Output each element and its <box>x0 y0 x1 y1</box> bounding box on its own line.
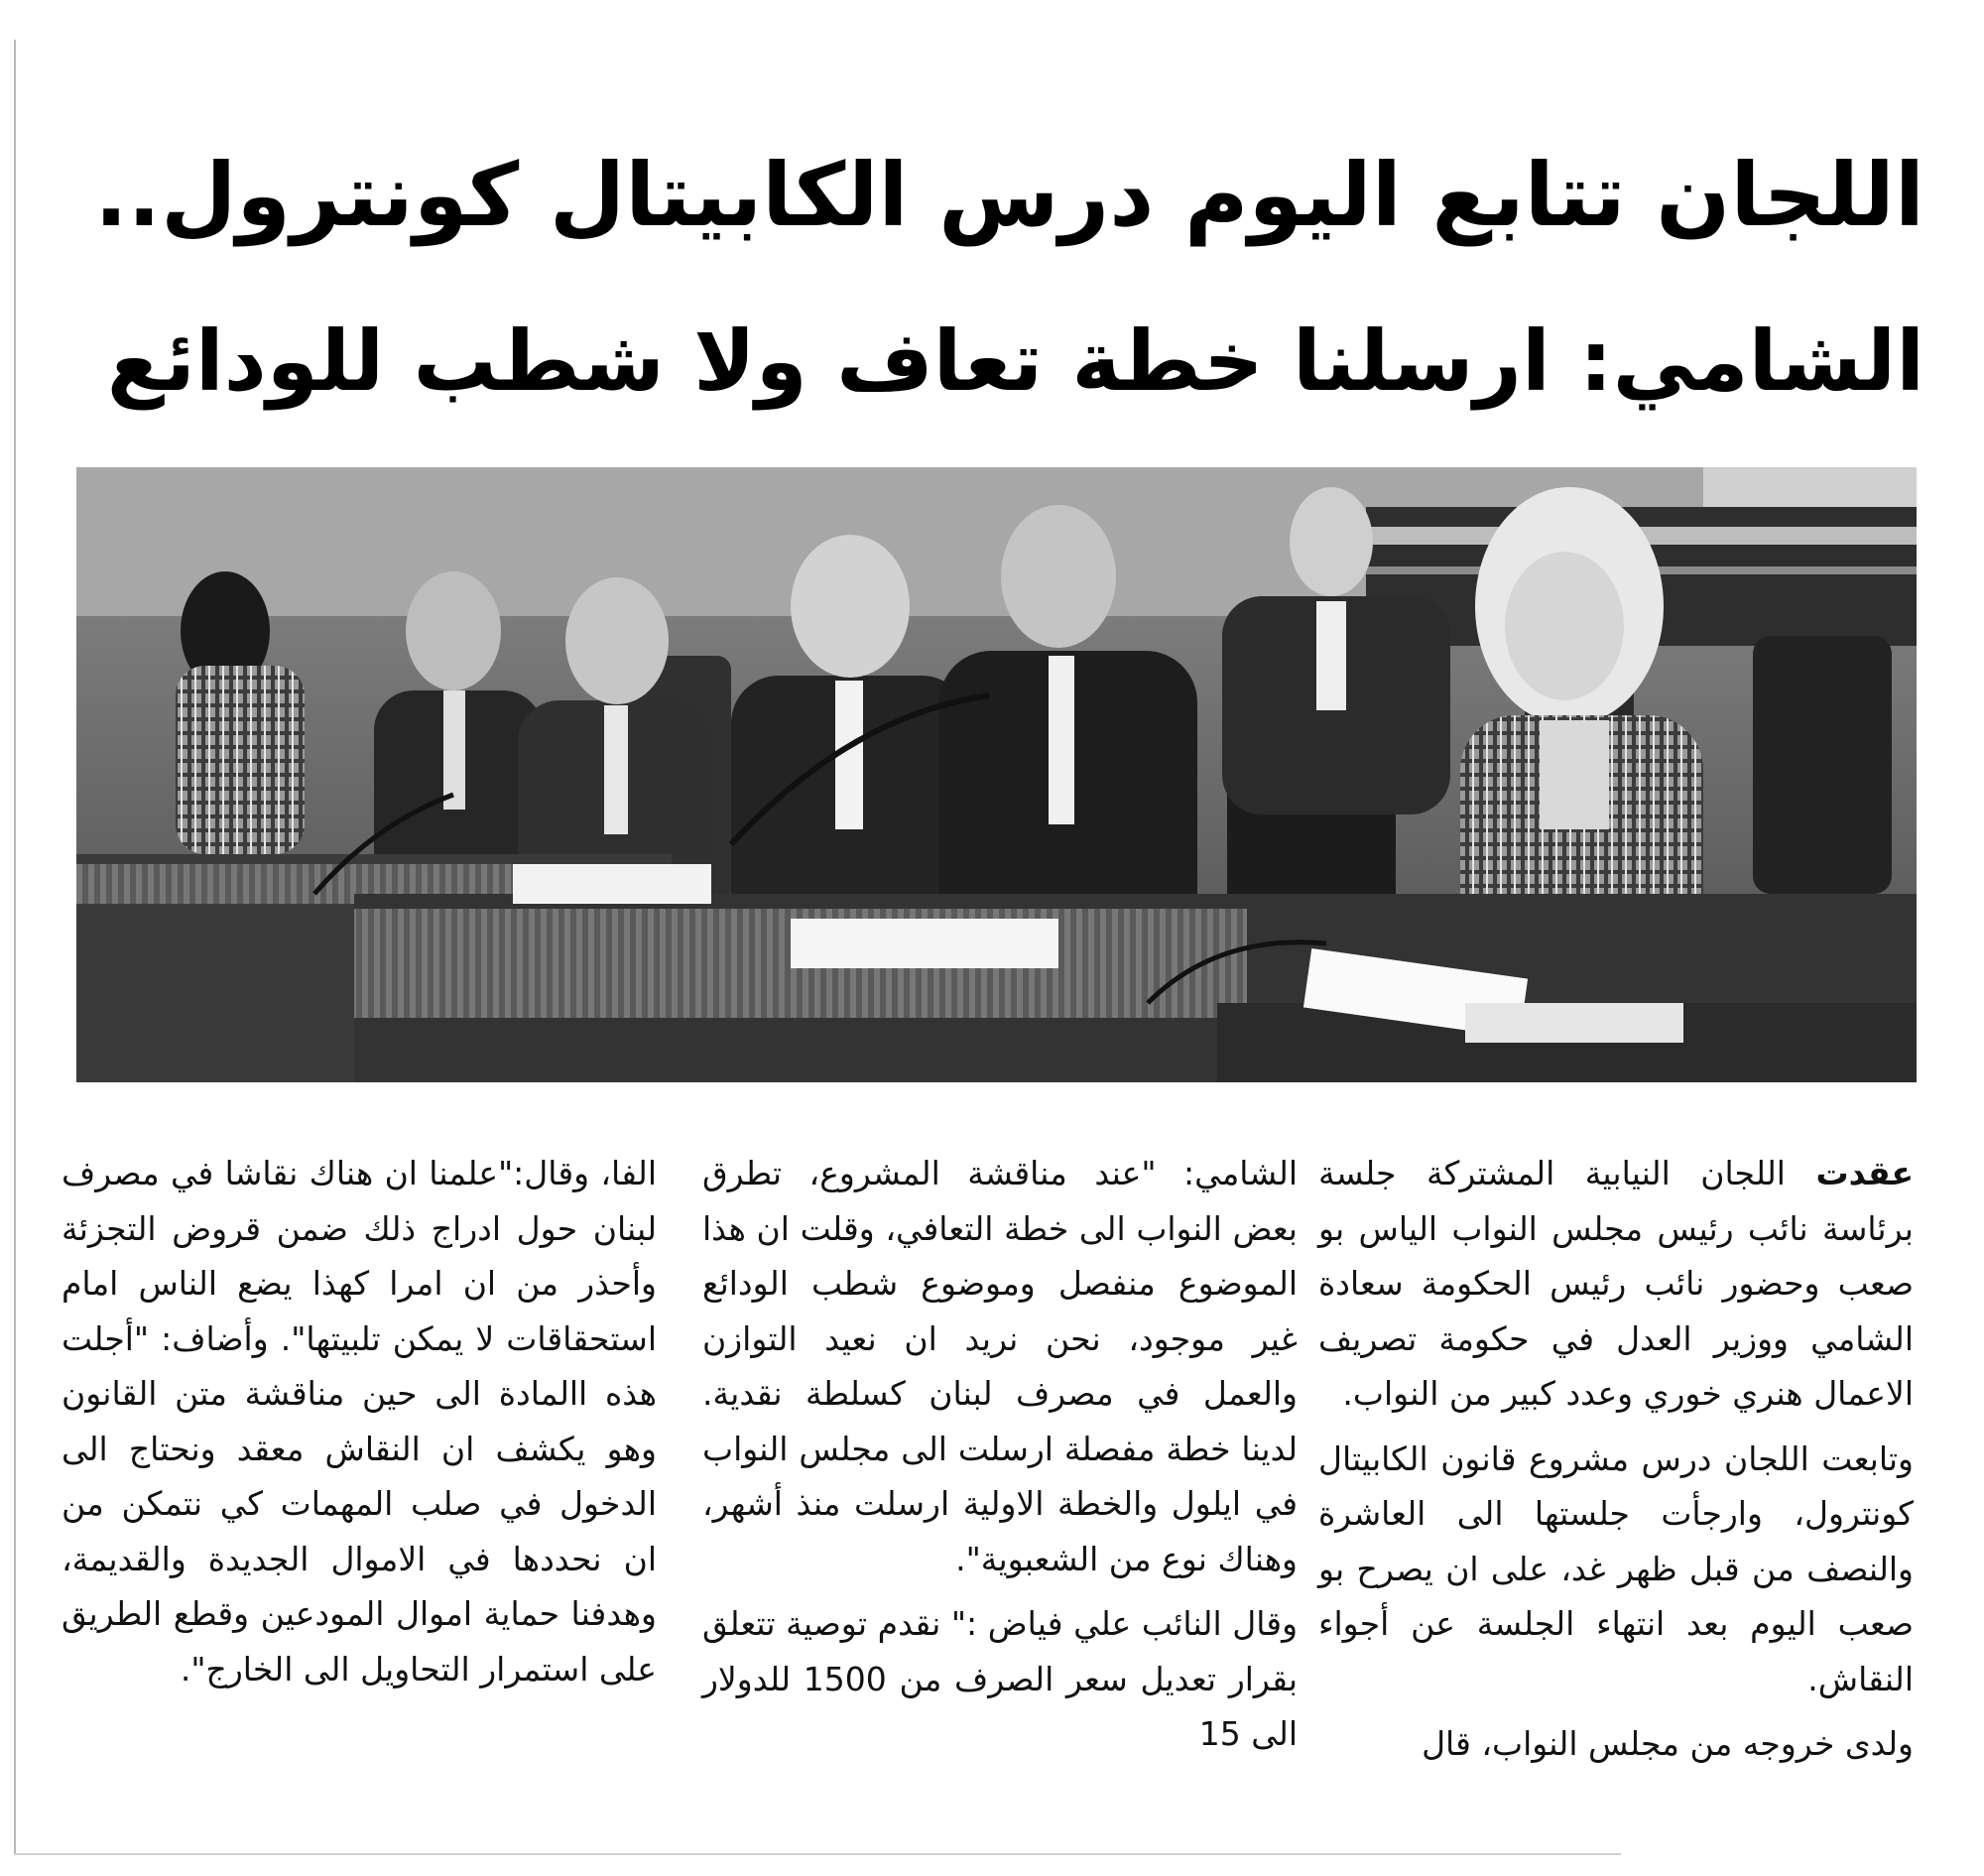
page-edge-rule <box>14 40 16 1855</box>
news-photo <box>76 467 1917 1082</box>
col1-paragraph-1-text: اللجان النيابية المشتركة جلسة برئاسة نائب رئيس مجلس النواب الياس بو صعب وحضور نائب رئيس الحكومة سعادة الشامي ووزير العدل في حكومة تصريف الاعمال هنري خوري وعدد كبير من النواب. <box>1318 1154 1914 1413</box>
col3-paragraph-1: الفا، وقال:"علمنا ان هناك نقاشا في مصرف لبنان حول ادراج ذلك ضمن قروض التجزئة وأحذر من ان امرا كهذا يضع الناس امام استحقاقات لا يمكن تلبيتها". وأضاف: "أجلت هذه االمادة الى حين مناقشة متن القانون وهو يكشف ان النقاش معقد ونحتاج الى الدخول في صلب المهمات كي نتمكن من ان نحددها في الاموال الجديدة والقديمة، وهدفنا حماية اموال المودعين وقطع الطريق على استمرار التحاويل الى الخارج". <box>62 1154 657 1688</box>
headline-line-1: اللجان تتابع اليوم درس الكابيتال كونترول.. <box>94 143 1924 246</box>
col1-lead-word: عقدت <box>1815 1154 1914 1192</box>
col1-paragraph-2: وتابعت اللجان درس مشروع قانون الكابيتال كونترول، وارجأت جلستها الى العاشرة والنصف من قبل ظهر غد، على ان يصرح بو صعب اليوم بعد انتهاء الجلسة عن أجواء النقاش. <box>1318 1438 1914 1698</box>
col1-paragraph-1 <box>1318 1146 1914 1422</box>
col1-paragraph-3: ولدى خروجه من مجلس النواب، قال <box>1422 1724 1914 1763</box>
col2-paragraph-1: الشامي: "عند مناقشة المشروع، تطرق بعض النواب الى خطة التعافي، وقلت ان هذا الموضوع منفصل وموضوع شطب الودائع غير موجود، نحن نريد ان نعيد التوازن والعمل في مصرف لبنان كسلطة نقدية. لدينا خطة مفصلة ارسلت الى مجلس النواب في ايلول والخطة الاولية ارسلت منذ أشهر، وهناك نوع من الشعبوية". <box>702 1154 1298 1578</box>
article-column-2 <box>702 1146 1298 1762</box>
headline-line-2: الشامي: ارسلنا خطة تعاف ولا شطب للودائع <box>106 313 1924 411</box>
col2-paragraph-2: وقال النائب علي فياض :" نقدم توصية تتعلق بقرار تعديل سعر الصرف من 1500 للدولار الى 15 <box>702 1604 1299 1753</box>
article-column-3 <box>62 1146 657 1696</box>
article-column-1 <box>1318 1146 1914 1772</box>
bottom-divider <box>14 1853 1621 1855</box>
